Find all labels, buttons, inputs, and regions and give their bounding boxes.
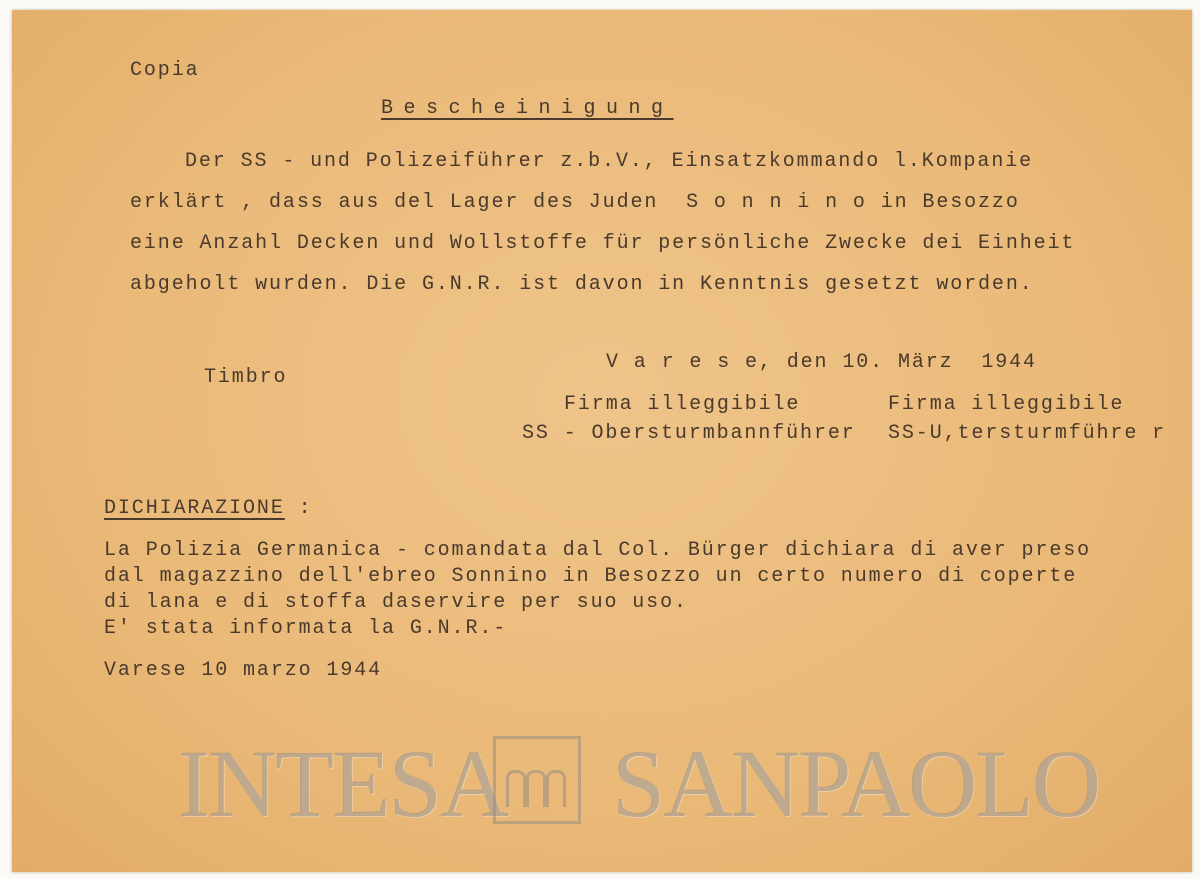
watermark-sanpaolo: SANPAOLO xyxy=(612,730,1100,837)
declaration-colon: : xyxy=(298,497,313,520)
declaration-heading-row xyxy=(104,499,313,519)
watermark-logo-icon xyxy=(493,736,581,824)
copy-label: Copia xyxy=(130,59,200,82)
rank-2: SS-U,tersturmführe r xyxy=(888,422,1167,445)
closing-date: Varese 10 marzo 1944 xyxy=(104,659,383,682)
signature-1: Firma illeggibile xyxy=(564,393,801,416)
declaration-line-2: dal magazzino dell'ebreo Sonnino in Besozzo un certo numero di coperte xyxy=(104,565,1078,588)
stamp-label: Timbro xyxy=(204,366,288,389)
document-title: Bescheinigung xyxy=(381,97,674,120)
declaration-line-4: E' stata informata la G.N.R.- xyxy=(104,617,508,640)
watermark-intesa: INTESA xyxy=(178,730,508,837)
german-line-4: abgeholt wurden. Die G.N.R. ist davon in Kenntnis gesetzt worden. xyxy=(130,273,1034,296)
german-line-2: erklärt , dass aus del Lager des Juden S o n n i n o in Besozzo xyxy=(130,191,1020,214)
german-line-1: Der SS - und Polizeiführer z.b.V., Einsatzkommando l.Kompanie xyxy=(185,150,1034,173)
declaration-line-3: di lana e di stoffa daservire per suo uso. xyxy=(104,591,688,614)
german-line-3: eine Anzahl Decken und Wollstoffe für persönliche Zwecke dei Einheit xyxy=(130,232,1076,255)
declaration-line-1: La Polizia Germanica - comandata dal Col. Bürger dichiara di aver preso xyxy=(104,539,1092,562)
declaration-heading: DICHIARAZIONE xyxy=(104,497,285,520)
rank-1: SS - Obersturmbannführer xyxy=(522,422,856,445)
signature-2: Firma illeggibile xyxy=(888,393,1125,416)
place-date: V a r e s e, den 10. März 1944 xyxy=(606,351,1037,374)
